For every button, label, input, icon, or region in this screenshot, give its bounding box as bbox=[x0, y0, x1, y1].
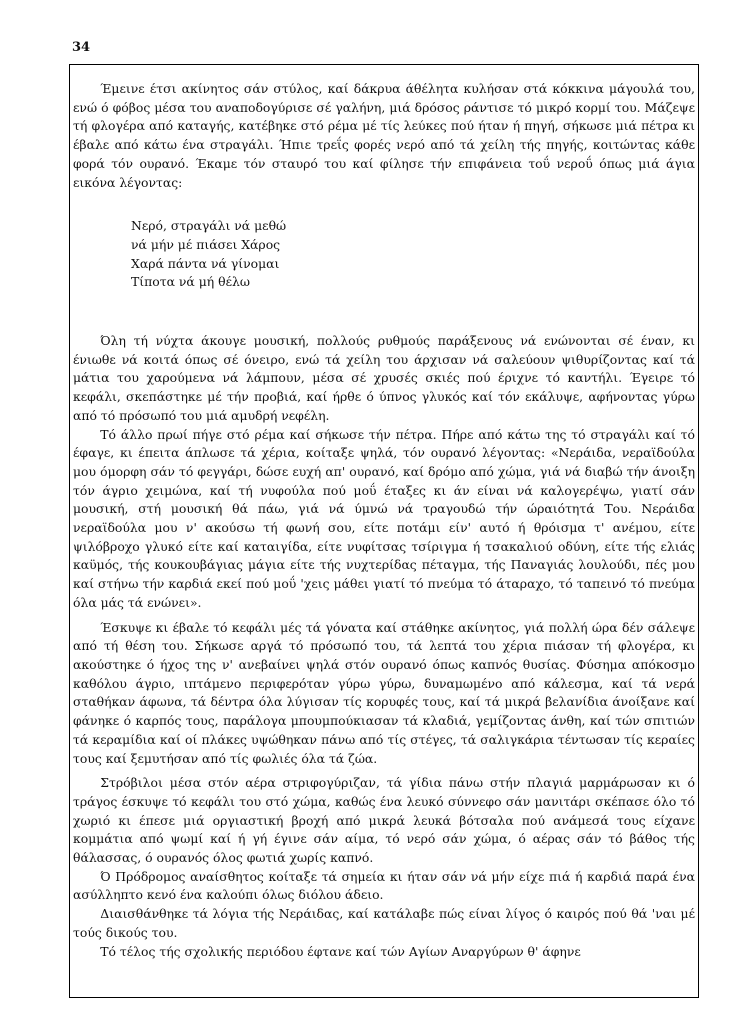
body-text bbox=[73, 80, 695, 961]
paragraph: Έσκυψε κι έβαλε τό κεφάλι μές τά γόνατα καί στάθηκε ακίνητος, γιά πολλή ώρα δέν σάλεψε από τή θέση του. Σήκωσε αργά τό πρόσωπό του, τά λεπτά του χέρια πιάσαν τή φλογέρα, κι ακούστηκε ό ήχος της ν' ανεβαίνει ψηλά στόν ουρανό όπως καπνός θυσίας. Φύσημα απόκοσμο καθόλου άγριο, ιπτάμενο περιφερόταν γύρω γύρω, δυναμωμένο από κάλεσμα, καί τά νερά σταθήκαν άφωνα, τά δέντρα όλα λύγισαν τίς κορυφές τους, καί τά μικρά βελανίδια άνοίξανε καί φάνηκε ό καρπός τους, παράλογα μπουμπούκιασαν τά κλαδιά, γεμίζοντας άνθη, καί τών σπιτιών τά κεραμίδια καί οί πλάκες υψώθηκαν πάνω από τίς στέγες, τά σαλιγκάρια τέντωσαν τίς κεραίες τους καί ξεμυτήσαν από τίς φωλιές όλα τά ζώα. bbox=[73, 619, 695, 766]
paragraph: Έμεινε έτσι ακίνητος σάν στύλος, καί δάκρυα άθέλητα κυλήσαν στά κόκκινα μάγουλά του, ενώ ό φόβος μέσα του αναποδογύρισε σέ γαλήνη, μιά δρόσος ράντισε τό μικρό κορμί του. Μάζεψε τή φλογέρα από καταγής, κατέβηκε στό ρέμα μέ τίς λεύκες πού ήταν ή πηγή, σήκωσε μιά πέτρα κι έβαλε από κάτω ένα στραγάλι. Ήπιε τρεΐς φορές νερό από τά χείλη τής πηγής, κοιτώντας κάθε φορά τόν ουρανό. Έκαμε τόν σταυρό του καί φίλησε τήν επιφάνεια τοΰ νεροΰ όπως μιά άγια εικόνα λέγοντας: bbox=[73, 81, 695, 190]
paragraph: Τό άλλο πρωί πήγε στό ρέμα καί σήκωσε τήν πέτρα. Πήρε από κάτω της τό στραγάλι καί τό έφαγε, κι έπειτα άπλωσε τά χέρια, κοίταξε ψηλά, τόν ουρανό λέγοντας: «Νεράιδα, νεραϊδούλα μου όμορφη σάν τό φεγγάρι, δώσε ευχή απ' ουρανό, καί δρόμο από χώμα, γιά νά διαβώ τήν άνοιξη τόν άγριο χειμώνα, καί τή νυφούλα πού μοΰ έταξες κι άν είναι νά καλογερέψω, γιατί σάν μουσική, στή μουσική θά πάω, γιά νά ύμνώ νά τραγουδώ τήν ώραιότητά Του. Νεράιδα νεραϊδούλα μου ν' ακούσω τή φωνή σου, είτε ποτάμι είν' αυτό ή θρόισμα τ' ανέμου, είτε ψιλόβροχο γλυκό είτε καί καταιγίδα, είτε νυφίτσας τσίριγμα ή τσακαλιού οδύνη, είτε τής ελιάς καϋμός, τής κουκουβάγιας μάγια είτε τής νυχτερίδας πέταγμα, τής Παναγιάς λουλούδι, πές μου καί στήνω τήν καρδιά εκεί πού μοΰ 'χεις μάθει γιατί τό πνεύμα τό άταραχο, τό ταπεινό τό πνεύμα όλα μάς τά ενώνει». bbox=[73, 426, 695, 610]
paragraph: Όλη τή νύχτα άκουγε μουσική, πολλούς ρυθμούς παράξενους νά ενώνονται σέ έναν, κι ένιωθε νά κοιτά όπως σέ όνειρο, ενώ τά χείλη του άρχισαν νά σαλεύουν ψιθυρίζοντας καί τά μάτια του χαρούμενα νά λάμπουν, μέσα σέ χρυσές σκιές πού έριχνε τό καντήλι. Έγειρε τό κεφάλι, σκεπάστηκε μέ τήν προβιά, καί ήρθε ό ύπνος γλυκός καί τόν εκάλυψε, αφήνοντας γύρω από τό πρόσωπό του μιά αμυδρή νεφέλη. bbox=[73, 333, 695, 423]
poem-line: Νερό, στραγάλι νά μεθώ bbox=[131, 218, 287, 234]
paragraph: Διαισθάνθηκε τά λόγια τής Νεράιδας, καί κατάλαβε πώς είναι λίγος ό καιρός πού θά 'ναι μέ τούς δικούς του. bbox=[73, 906, 695, 940]
poem-line: Τίποτα νά μή θέλω bbox=[131, 274, 250, 290]
poem-line: Χαρά πάντα νά γίνομαι bbox=[131, 255, 280, 271]
poem bbox=[131, 217, 695, 292]
paragraph: Ό Πρόδρομος αναίσθητος κοίταξε τά σημεία κι ήταν σάν νά μήν είχε πιά ή καρδιά παρά ένα ασύλληπτο κενό ένα καλούπι όλως διόλου άδειο. bbox=[73, 868, 695, 903]
page-number: 34 bbox=[72, 40, 91, 55]
paragraph: Τό τέλος τής σχολικής περιόδου έφτανε καί τών Αγίων Αναργύρων θ' άφηνε bbox=[100, 943, 581, 959]
poem-line: νά μήν μέ πιάσει Χάρος bbox=[131, 236, 281, 252]
paragraph: Στρόβιλοι μέσα στόν αέρα στριφογύριζαν, τά γίδια πάνω στήν πλαγιά μαρμάρωσαν κι ό τράγος έσκυψε τό κεφάλι του στό χώμα, καθώς ένα λευκό σύννεφο σάν μανιτάρι σκέπασε όλο τό χωριό κι έπεσε μιά οργιαστική βροχή από μικρά λευκά βότσαλα πού ανάμεσά τους είχανε κομμάτια από ψωμί καί ή γή έγινε σάν αίμα, τό νερό σάν χώμα, ό αέρας σάν τό βάθος τής θάλασσας, ό ουρανός όλος φωτιά χωρίς καπνό. bbox=[73, 775, 695, 866]
